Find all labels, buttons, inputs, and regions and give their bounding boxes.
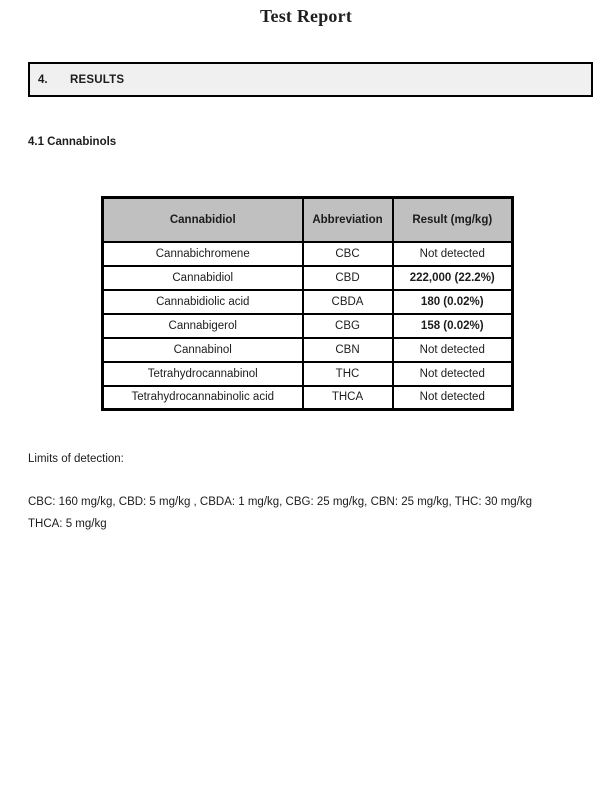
limits-of-detection-values [28,491,588,535]
table-row [103,242,513,266]
results-section-heading-box [28,62,593,97]
cell-abbr: THC [303,362,393,386]
column-header-cannabidiol: Cannabidiol [103,198,303,242]
table-row [103,338,513,362]
table-row [103,362,513,386]
section-number: 4. [38,73,48,86]
cell-result: 180 (0.02%) [393,290,513,314]
cell-result: 158 (0.02%) [393,314,513,338]
cell-name: Cannabidiolic acid [103,290,303,314]
column-header-result: Result (mg/kg) [393,198,513,242]
cannabinoids-results-table [101,196,514,411]
table-row [103,386,513,410]
cell-name: Cannabinol [103,338,303,362]
cell-result: Not detected [393,338,513,362]
cell-result: Not detected [393,242,513,266]
subsection-heading: 4.1 Cannabinols [28,136,117,148]
cell-abbr: CBC [303,242,393,266]
cell-abbr: CBN [303,338,393,362]
cell-abbr: CBD [303,266,393,290]
cell-result: 222,000 (22.2%) [393,266,513,290]
section-heading: RESULTS [70,73,125,86]
cell-abbr: CBG [303,314,393,338]
cell-name: Cannabigerol [103,314,303,338]
column-header-abbreviation: Abbreviation [303,198,393,242]
cell-name: Cannabichromene [103,242,303,266]
cell-abbr: THCA [303,386,393,410]
limits-line-2: THCA: 5 mg/kg [28,518,107,530]
cell-name: Tetrahydrocannabinol [103,362,303,386]
limits-of-detection-label: Limits of detection: [28,453,124,465]
table-row [103,266,513,290]
cell-result: Not detected [393,362,513,386]
limits-line-1: CBC: 160 mg/kg, CBD: 5 mg/kg , CBDA: 1 mg/kg, CBG: 25 mg/kg, CBN: 25 mg/kg, THC: 30 mg/kg [28,496,533,508]
cell-name: Cannabidiol [103,266,303,290]
table-header-row [103,198,513,242]
table-row [103,290,513,314]
page-title: Test Report [259,6,353,26]
cell-result: Not detected [393,386,513,410]
cell-name: Tetrahydrocannabinolic acid [103,386,303,410]
cell-abbr: CBDA [303,290,393,314]
table-row [103,314,513,338]
